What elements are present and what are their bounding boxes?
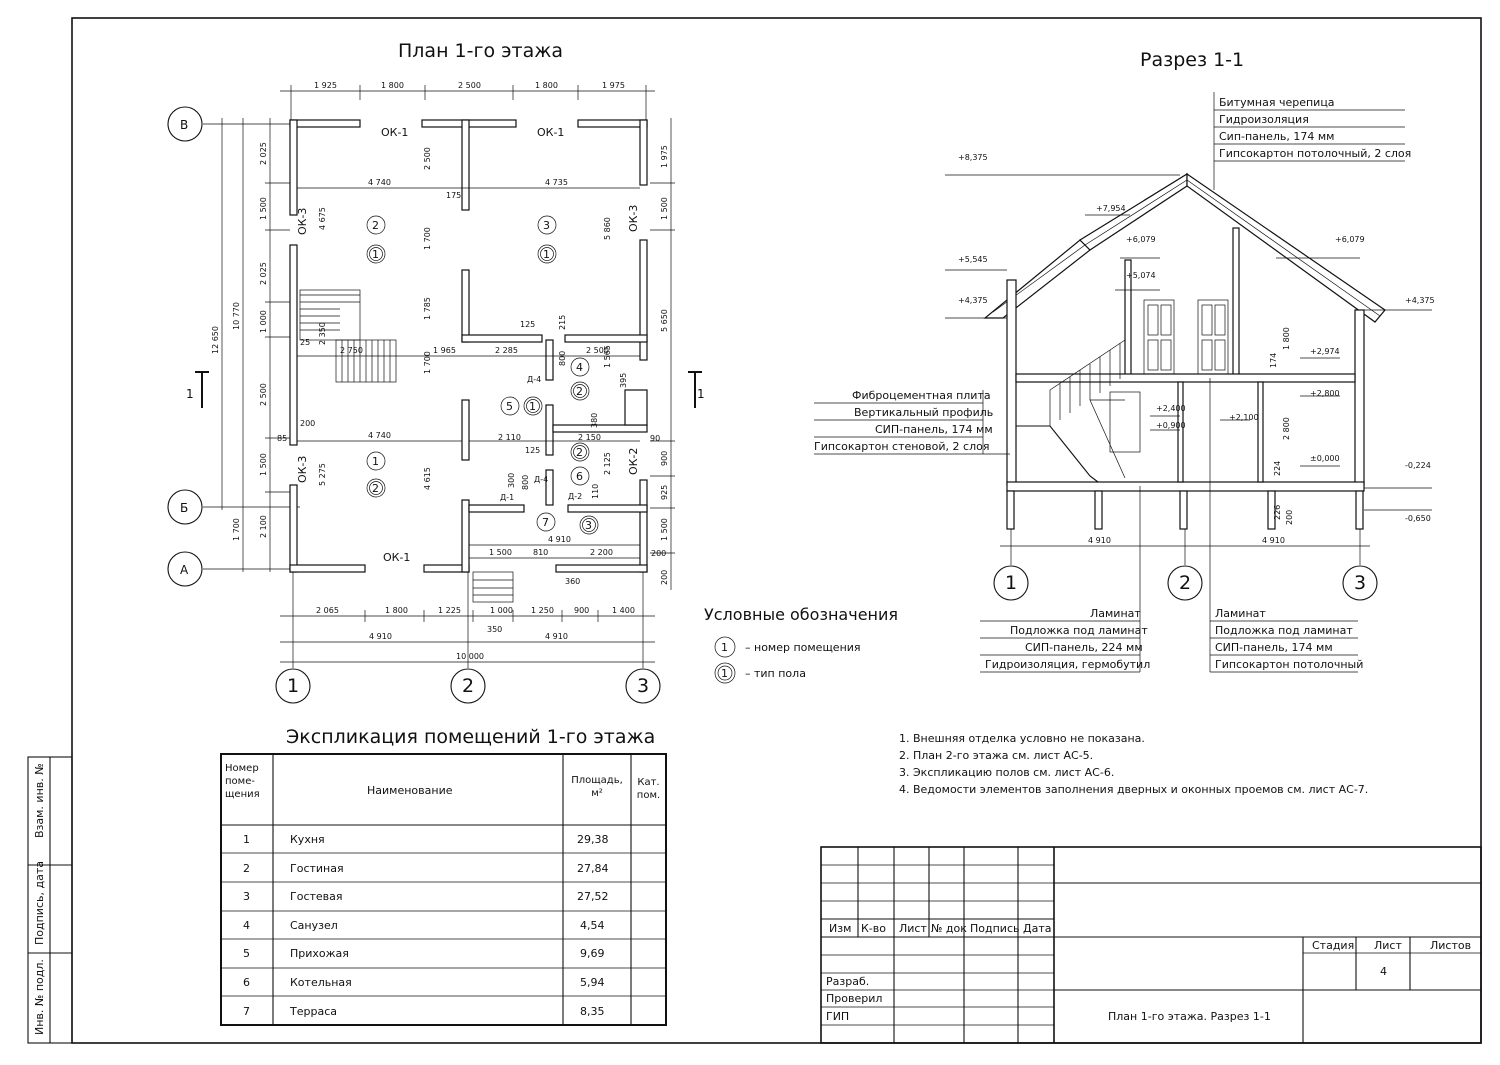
- dim-int-1565: 1 565: [603, 345, 612, 368]
- dim-right-4: 900: [660, 450, 669, 466]
- level-2100: +2,100: [1229, 413, 1259, 422]
- level-0900: +0,900: [1156, 421, 1186, 430]
- room-5-floor: 1: [529, 400, 536, 413]
- dim-int-90: 85: [277, 434, 288, 443]
- level-4375-b: +4,375: [1405, 296, 1435, 305]
- floor-right-3: СИП-панель, 174 мм: [1215, 641, 1333, 654]
- sheet-frame: [72, 18, 1481, 1043]
- explication-title: Экспликация помещений 1-го этажа: [286, 726, 656, 748]
- dim-right-3: 5 650: [660, 309, 669, 332]
- row-2-name: Гостиная: [290, 862, 344, 875]
- header-name: Наименование: [367, 784, 453, 797]
- section-dim-226: 226: [1273, 504, 1282, 520]
- dim-bottom-axis-1: 4 910: [369, 632, 392, 641]
- door-d2: Д-2: [568, 492, 583, 501]
- dim-int-4740-b: 4 740: [368, 431, 391, 440]
- dim-int-85: 200: [300, 419, 316, 428]
- dim-int-4740-a: 4 740: [368, 178, 391, 187]
- axis-row-markers: [168, 107, 202, 586]
- stamp-original-inv: Инв. № подл.: [33, 959, 46, 1035]
- dim-int-2500-v: 2 500: [423, 147, 432, 170]
- section-dim-1: 4 910: [1088, 536, 1111, 545]
- tb-col-kvo: К-во: [861, 922, 886, 935]
- axis-row-V: В: [180, 118, 189, 132]
- tb-col-ndoc: № док: [931, 922, 967, 935]
- dim-left-5: 2 500: [259, 383, 268, 406]
- row-1-area: 29,38: [577, 833, 609, 846]
- stamp-signature-date: Подпись, дата: [33, 861, 46, 945]
- window-ok1-c: ОК-1: [383, 551, 411, 564]
- tb-col-sign: Подпись: [970, 922, 1020, 935]
- dim-left-1: 2 025: [259, 142, 268, 165]
- floor-left-4: Гидроизоляция, гермобутил: [985, 658, 1151, 671]
- dim-int-215: 215: [558, 314, 567, 330]
- window-ok3-b: ОК-3: [296, 455, 309, 483]
- dim-int-4910: 4 910: [548, 535, 571, 544]
- level-5074: +5,074: [1126, 271, 1156, 280]
- dim-top-5: 1 975: [602, 81, 625, 90]
- dim-right-2: 1 500: [660, 197, 669, 220]
- dim-int-1965: 1 965: [433, 346, 456, 355]
- level-0224: -0,224: [1405, 461, 1431, 470]
- level-2800: +2,800: [1310, 389, 1340, 398]
- dim-int-380: 380: [590, 412, 599, 428]
- room-7-floor: 3: [585, 519, 592, 532]
- title-block: [821, 847, 1481, 1043]
- dim-int-300: 300: [507, 472, 516, 488]
- wall-layer-2: Вертикальный профиль: [854, 406, 994, 419]
- row-5-name: Прихожая: [290, 947, 349, 960]
- dim-int-2350: 2 350: [318, 322, 327, 345]
- axis-row-A: А: [180, 563, 189, 577]
- plan-stairs: [300, 290, 396, 382]
- tb-sheet: Лист: [1374, 939, 1402, 952]
- tb-sheet-name: План 1-го этажа. Разрез 1-1: [1108, 1010, 1271, 1023]
- plan-right-dims: [650, 118, 675, 590]
- note-3: 3. Экспликацию полов см. лист АС-6.: [899, 766, 1115, 779]
- section-dim-224: 224: [1273, 460, 1282, 476]
- dim-left-7: 2 100: [259, 515, 268, 538]
- dim-int-25: 25: [300, 338, 311, 347]
- dim-int-5860: 5 860: [603, 217, 612, 240]
- row-4-name: Санузел: [290, 919, 338, 932]
- room-5-number: 5: [506, 400, 513, 413]
- section-mark-right: 1: [697, 387, 705, 401]
- roof-layer-2: Гидроизоляция: [1219, 113, 1309, 126]
- tb-role-checker: Проверил: [826, 992, 883, 1005]
- dim-right-5: 925: [660, 484, 669, 500]
- dim-right-6: 1 500: [660, 518, 669, 541]
- dim-left-3: 2 025: [259, 262, 268, 285]
- dim-left-total-1: 10 770: [232, 302, 241, 330]
- level-5545: +5,545: [958, 255, 988, 264]
- dim-bottom-360: 350: [487, 625, 503, 634]
- level-6079-a: +6,079: [1126, 235, 1156, 244]
- legend-floor-type-symbol: 1: [721, 667, 728, 680]
- dim-int-5275: 5 275: [318, 463, 327, 486]
- dim-int-1785: 1 785: [423, 297, 432, 320]
- tb-col-list: Лист: [899, 922, 927, 935]
- note-1: 1. Внешняя отделка условно не показана.: [899, 732, 1145, 745]
- level-7954: +7,954: [1096, 204, 1126, 213]
- room-3-floor: 1: [543, 248, 550, 261]
- level-2974: +2,974: [1310, 347, 1340, 356]
- row-6-number: 6: [243, 976, 250, 989]
- level-2400: +2,400: [1156, 404, 1186, 413]
- legend: [704, 605, 898, 683]
- section-axis-3: 3: [1354, 572, 1367, 594]
- window-ok2: ОК-2: [627, 447, 640, 475]
- legend-floor-type-text: – тип пола: [745, 667, 806, 680]
- section-dim-2800: 2 800: [1282, 417, 1291, 440]
- dim-left-2: 1 500: [259, 197, 268, 220]
- wall-layer-3: СИП-панель, 174 мм: [875, 423, 993, 436]
- dim-int-4615: 4 615: [423, 467, 432, 490]
- dim-int-4675: 4 675: [318, 207, 327, 230]
- dim-int-125-a: 125: [520, 320, 536, 329]
- roof-layer-3: Сип-панель, 174 мм: [1219, 130, 1335, 143]
- row-7-area: 8,35: [580, 1005, 605, 1018]
- dim-top-2: 1 800: [381, 81, 404, 90]
- tb-col-date: Дата: [1023, 922, 1052, 935]
- row-2-number: 2: [243, 862, 250, 875]
- level-6079-b: +6,079: [1335, 235, 1365, 244]
- note-4: 4. Ведомости элементов заполнения дверных и оконных проемов см. лист АС-7.: [899, 783, 1369, 796]
- section-axis-2: 2: [1179, 572, 1192, 594]
- section-axis-1: 1: [1005, 572, 1018, 594]
- section-dim-2: 4 910: [1262, 536, 1285, 545]
- room-4-floor: 2: [576, 385, 583, 398]
- dim-bottom-4: 1 000: [490, 606, 513, 615]
- axis-row-B: Б: [180, 501, 189, 515]
- dim-left-4: 1 000: [259, 310, 268, 333]
- roof-layers: [1214, 92, 1411, 190]
- level-0000: ±0,000: [1310, 454, 1340, 463]
- header-area: Площадь, м²: [571, 775, 623, 799]
- dim-int-125-b: 125: [525, 446, 541, 455]
- side-stamp: [28, 757, 72, 1043]
- dim-int-2285: 2 285: [495, 346, 518, 355]
- plan-top-dims: [280, 81, 655, 125]
- dim-right-8: 200: [660, 569, 669, 585]
- dim-bottom-2: 1 800: [385, 606, 408, 615]
- row-6-area: 5,94: [580, 976, 605, 989]
- row-4-area: 4,54: [580, 919, 605, 932]
- door-d4-a: Д-4: [527, 375, 542, 384]
- stamp-replaced-inv: Взам. инв. №: [33, 763, 46, 838]
- room-7-number: 7: [542, 516, 549, 529]
- row-4-number: 4: [243, 919, 250, 932]
- dim-int-2150: 2 150: [578, 433, 601, 442]
- axis-col-3: 3: [637, 675, 650, 697]
- tb-stage: Стадия: [1312, 939, 1355, 952]
- header-category: Кат. пом.: [636, 777, 661, 801]
- dim-int-350: 90: [650, 434, 661, 443]
- dim-int-2500: 2 500: [586, 346, 609, 355]
- window-ok1-a: ОК-1: [381, 126, 409, 139]
- general-notes: [899, 732, 1368, 796]
- floor-left-3: СИП-панель, 224 мм: [1025, 641, 1143, 654]
- room-2-number: 2: [372, 219, 379, 232]
- section-dim-174: 174: [1269, 352, 1278, 368]
- roof-layer-4: Гипсокартон потолочный, 2 слоя: [1219, 147, 1412, 160]
- row-1-name: Кухня: [290, 833, 325, 846]
- dim-bottom-5: 1 250: [531, 606, 554, 615]
- dim-int-175-a: 175: [446, 191, 462, 200]
- room-6-number: 6: [576, 470, 583, 483]
- door-d4-b: Д-4: [534, 475, 549, 484]
- dim-bottom-6: 900: [574, 606, 590, 615]
- section-axes: [994, 529, 1377, 600]
- wall-layers: [814, 389, 1010, 454]
- window-ok3-a: ОК-3: [296, 207, 309, 235]
- door-d1: Д-1: [500, 493, 515, 502]
- tb-sheets: Листов: [1430, 939, 1472, 952]
- plan-title: План 1-го этажа: [398, 40, 564, 62]
- tb-role-developer: Разраб.: [826, 975, 870, 988]
- window-ok3-c: ОК-3: [627, 204, 640, 232]
- level-8375: +8,375: [958, 153, 988, 162]
- axis-col-markers: [276, 669, 660, 703]
- row-2-area: 27,84: [577, 862, 609, 875]
- window-ok1-b: ОК-1: [537, 126, 565, 139]
- dim-left-total-2: 12 650: [211, 326, 220, 354]
- plan-left-dims: [211, 118, 290, 572]
- plan-bottom-dims: [280, 606, 655, 662]
- legend-room-number-text: – номер помещения: [745, 641, 861, 654]
- dim-bottom-3: 1 225: [438, 606, 461, 615]
- porch-steps: [473, 572, 513, 602]
- row-7-number: 7: [243, 1005, 250, 1018]
- section-dim-200: 200: [1285, 509, 1294, 525]
- axis-col-2: 2: [462, 675, 475, 697]
- section-dim-1800: 1 800: [1282, 327, 1291, 350]
- tb-col-izm: Изм: [829, 922, 852, 935]
- dim-int-4735: 4 735: [545, 178, 568, 187]
- dim-top-3: 2 500: [458, 81, 481, 90]
- axis-col-1: 1: [287, 675, 300, 697]
- dim-int-110: 110: [591, 483, 600, 499]
- dim-int-810: 810: [533, 548, 549, 557]
- dim-int-2110: 2 110: [498, 433, 521, 442]
- legend-room-number-symbol: 1: [721, 641, 728, 654]
- tb-sheet-number: 4: [1380, 965, 1387, 978]
- level-4375-a: +4,375: [958, 296, 988, 305]
- level-0650: -0,650: [1405, 514, 1431, 523]
- room-3-number: 3: [543, 219, 550, 232]
- wall-layer-4: Гипсокартон стеновой, 2 слоя: [814, 440, 990, 453]
- dim-int-2200: 2 200: [590, 548, 613, 557]
- floor-right-1: Ламинат: [1215, 607, 1266, 620]
- room-2-floor: 1: [372, 248, 379, 261]
- floor-left-1: Ламинат: [1090, 607, 1141, 620]
- wall-layer-1: Фиброцементная плита: [852, 389, 991, 402]
- header-number: Номер поме- щения: [225, 763, 260, 800]
- dim-int-800-b: 800: [521, 474, 530, 490]
- dim-bottom-7: 1 400: [612, 606, 635, 615]
- explication-table: [221, 726, 666, 1025]
- note-2: 2. План 2-го этажа см. лист АС-5.: [899, 749, 1094, 762]
- row-5-area: 9,69: [580, 947, 605, 960]
- legend-title: Условные обозначения: [704, 605, 899, 624]
- dim-top-1: 1 925: [314, 81, 337, 90]
- dim-left-total-3: 1 700: [232, 518, 241, 541]
- row-3-area: 27,52: [577, 890, 609, 903]
- dim-int-2125: 2 125: [603, 452, 612, 475]
- row-1-number: 1: [243, 833, 250, 846]
- room-1-floor: 2: [372, 482, 379, 495]
- floor-right-4: Гипсокартон потолочный: [1215, 658, 1364, 671]
- row-6-name: Котельная: [290, 976, 352, 989]
- room-markers: [367, 216, 598, 534]
- dim-right-1: 1 975: [660, 145, 669, 168]
- dim-int-2750: 2 750: [340, 346, 363, 355]
- dim-int-800-a: 800: [558, 350, 567, 366]
- dim-top-4: 1 800: [535, 81, 558, 90]
- row-3-number: 3: [243, 890, 250, 903]
- row-7-name: Терраса: [290, 1005, 337, 1018]
- dim-bottom-total: 10 000: [456, 652, 484, 661]
- dim-int-1700-b: 1 700: [423, 351, 432, 374]
- roof-layer-1: Битумная черепица: [1219, 96, 1335, 109]
- room-4-number: 4: [576, 361, 583, 374]
- dim-left-6: 1 500: [259, 453, 268, 476]
- section-title: Разрез 1-1: [1140, 49, 1245, 71]
- room-1-number: 1: [372, 455, 379, 468]
- dim-bottom-axis-2: 4 910: [545, 632, 568, 641]
- section-mark-left: 1: [186, 387, 194, 401]
- dim-bottom-1: 2 065: [316, 606, 339, 615]
- dim-int-1700-a: 1 700: [423, 227, 432, 250]
- dim-right-7: 200: [651, 549, 667, 558]
- floor-left-2: Подложка под ламинат: [1010, 624, 1148, 637]
- dim-int-395: 395: [619, 372, 628, 388]
- tb-role-chief: ГИП: [826, 1010, 850, 1023]
- room-6-floor: 2: [576, 446, 583, 459]
- dim-int-1500: 1 500: [489, 548, 512, 557]
- floor-right-2: Подложка под ламинат: [1215, 624, 1353, 637]
- dim-int-200: 360: [565, 577, 581, 586]
- row-5-number: 5: [243, 947, 250, 960]
- row-3-name: Гостевая: [290, 890, 343, 903]
